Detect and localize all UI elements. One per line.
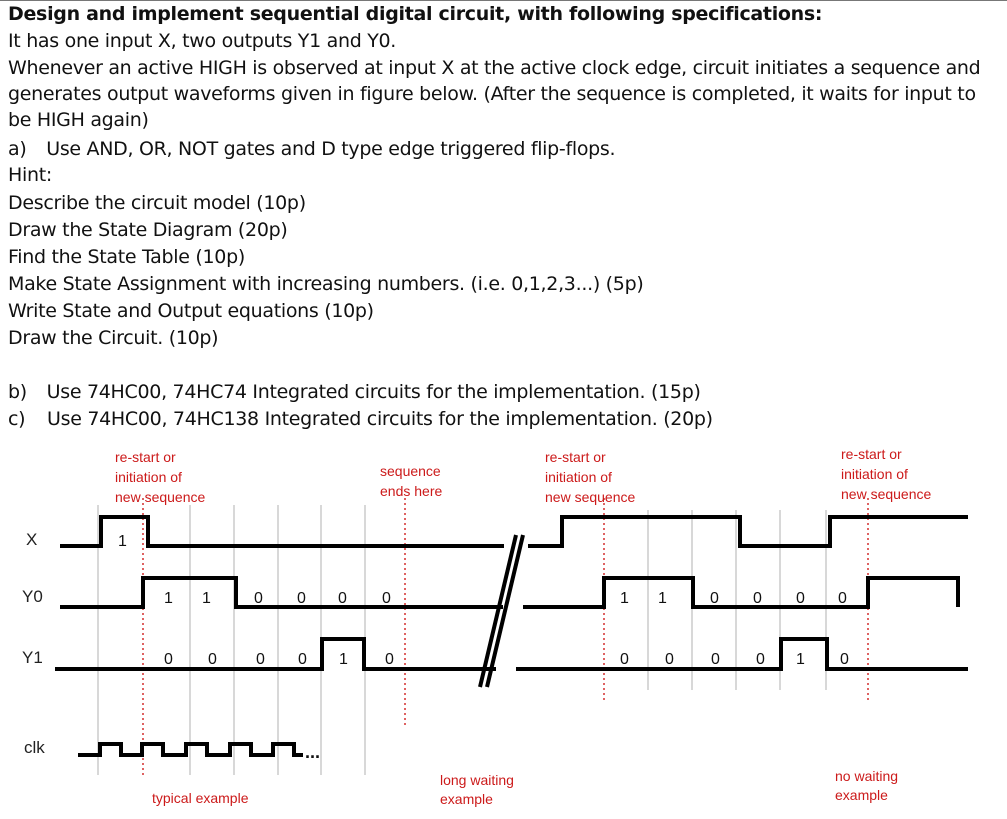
- red-markers: [143, 498, 868, 775]
- part-b-label: b): [8, 381, 27, 403]
- signal-label-y1: Y1: [22, 648, 43, 667]
- y0-bit-value: 0: [297, 590, 306, 607]
- signal-label-clk: clk: [24, 738, 45, 757]
- annotation-line: sequence: [380, 463, 441, 479]
- y1-bit-value: 0: [665, 651, 674, 668]
- annotation-restart-3: [841, 446, 932, 502]
- y1-bit-value: 0: [756, 651, 765, 668]
- timeline-break-left: [480, 535, 516, 687]
- annotation-line: initiation of: [841, 466, 908, 482]
- y1-bit-value: 0: [620, 651, 629, 668]
- y1-bit-value: 0: [208, 651, 217, 668]
- y1-bit-value: 0: [711, 651, 720, 668]
- hint-label: Hint:: [8, 164, 52, 186]
- annotation-line: initiation of: [545, 469, 612, 485]
- annotation-no-wait: [835, 768, 898, 803]
- annotation-long-wait: [440, 772, 514, 807]
- annotation-line: example: [440, 791, 493, 807]
- y0-waveform-right: [523, 578, 958, 607]
- hint-item: Draw the Circuit. (10p): [8, 327, 219, 349]
- clk-ellipsis: ...: [305, 742, 321, 762]
- y0-bit-value: 1: [202, 590, 211, 607]
- y1-bit-value: 0: [385, 651, 394, 668]
- hint-item: Find the State Table (10p): [8, 246, 245, 268]
- y1-bit-value: 0: [298, 651, 307, 668]
- y0-bit-value: 0: [338, 590, 347, 607]
- y0-bit-value: 0: [710, 590, 719, 607]
- annotation-sequence-end: [380, 463, 442, 499]
- part-c: [8, 406, 713, 432]
- x-bit-value: 1: [118, 533, 127, 550]
- part-c-label: c): [8, 408, 26, 430]
- annotation-line: re-start or: [545, 449, 606, 465]
- annotation-line: initiation of: [115, 469, 182, 485]
- y1-bit-value: 0: [840, 651, 849, 668]
- signal-label-y0: Y0: [22, 587, 43, 606]
- part-a-text: Use AND, OR, NOT gates and D type edge triggered flip-flops.: [46, 138, 616, 160]
- y1-bit-value: 0: [256, 651, 265, 668]
- annotation-restart-1: [115, 449, 206, 505]
- y0-bit-value: 1: [658, 590, 667, 607]
- y0-bit-value: 0: [382, 590, 391, 607]
- annotation-line: re-start or: [115, 449, 176, 465]
- timing-diagram: [0, 440, 1007, 819]
- timeline-break-right: [487, 535, 523, 687]
- y0-bit-value: 0: [753, 590, 762, 607]
- spec-inputs-outputs: It has one input X, two outputs Y1 and Y0.: [8, 30, 397, 52]
- annotation-line: ends here: [380, 483, 443, 499]
- y0-waveform-left: [60, 578, 503, 607]
- y0-bits-second: [620, 590, 847, 607]
- y1-bit-value: 1: [796, 651, 805, 668]
- spec-description: Whenever an active HIGH is observed at input X at the active clock edge, circuit initiates a sequence and generates output waveforms given in figure below. (After the sequence is completed, it waits for input to be HIGH again): [8, 57, 981, 131]
- annotation-restart-2: [545, 449, 636, 505]
- part-b-text: Use 74HC00, 74HC74 Integrated circuits for the implementation. (15p): [46, 381, 701, 403]
- signal-label-x: X: [26, 530, 38, 549]
- x-waveform-right: [528, 517, 968, 546]
- y1-bit-value: 0: [164, 651, 173, 668]
- annotation-line: no waiting: [835, 768, 899, 784]
- annotation-line: re-start or: [841, 446, 902, 462]
- y0-bit-value: 0: [838, 590, 847, 607]
- annotation-line: new sequence: [115, 489, 206, 505]
- y0-bit-value: 1: [620, 590, 629, 607]
- y1-waveform-right: [516, 639, 968, 669]
- part-a-label: a): [8, 138, 27, 160]
- y0-bit-value: 0: [796, 590, 805, 607]
- y1-bits-first: [164, 651, 394, 668]
- annotation-line: long waiting: [440, 772, 514, 788]
- hint-item: Describe the circuit model (10p): [8, 192, 306, 214]
- annotation-typical-example: typical example: [152, 790, 249, 806]
- y1-bits-second: [620, 651, 849, 668]
- annotation-line: new sequence: [841, 486, 932, 502]
- part-a: [8, 136, 615, 162]
- hint-item: Write State and Output equations (10p): [8, 300, 374, 322]
- y1-bit-value: 1: [339, 651, 348, 668]
- y0-bit-value: 1: [164, 590, 173, 607]
- y0-bit-value: 0: [254, 590, 263, 607]
- y1-waveform-left: [55, 639, 496, 669]
- annotation-line: new sequence: [545, 489, 636, 505]
- annotation-line: example: [835, 787, 888, 803]
- problem-title: Design and implement sequential digital circuit, with following specifications:: [8, 3, 823, 25]
- hint-item: Make State Assignment with increasing numbers. (i.e. 0,1,2,3...) (5p): [8, 273, 644, 295]
- part-b: [8, 379, 701, 405]
- part-c-text: Use 74HC00, 74HC138 Integrated circuits for the implementation. (20p): [47, 408, 713, 430]
- hint-item: Draw the State Diagram (20p): [8, 219, 288, 241]
